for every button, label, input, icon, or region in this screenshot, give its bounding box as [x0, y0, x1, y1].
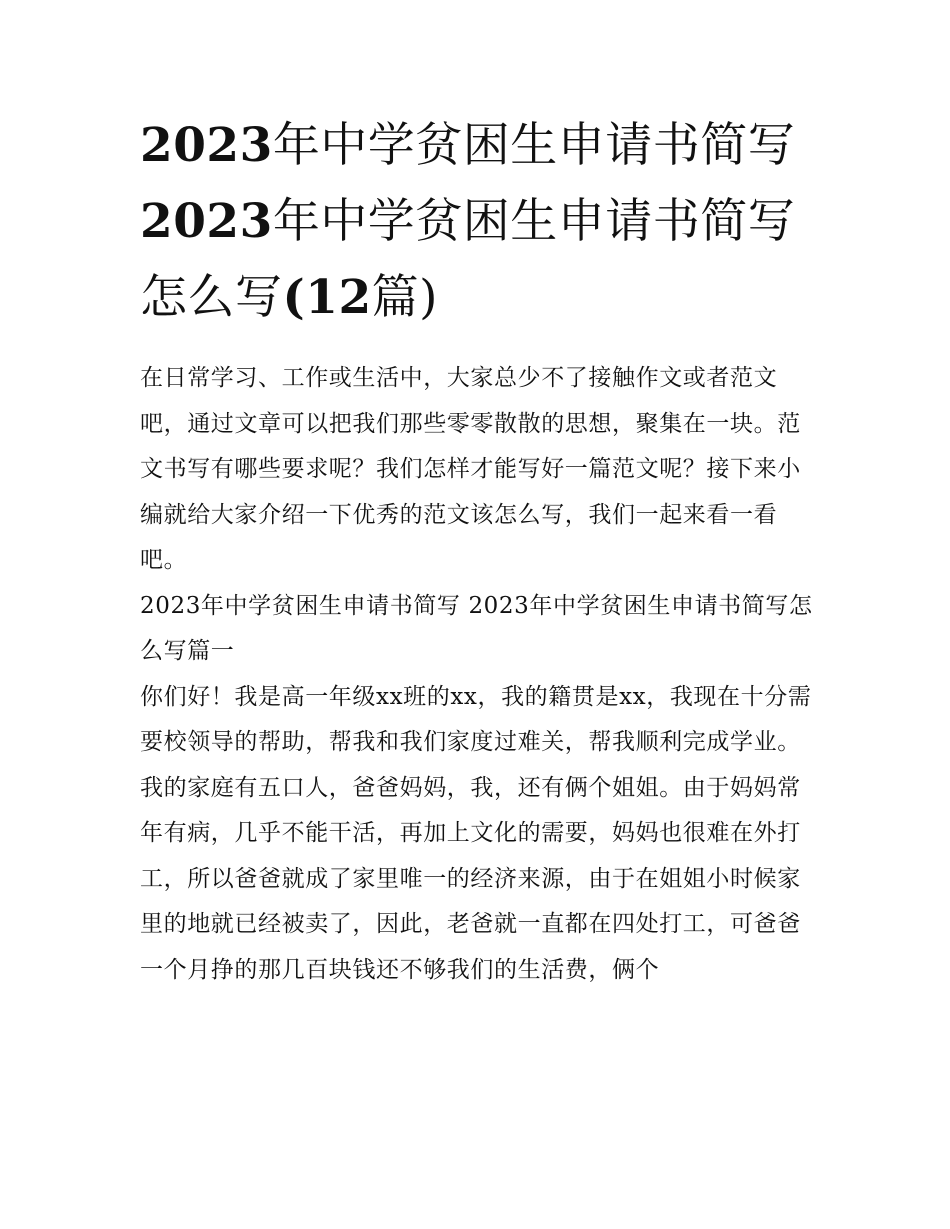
title-year-1: 2023 — [140, 118, 273, 173]
title-text-3: 怎么写 — [140, 270, 283, 325]
body-paragraph-1: 你们好！我是高一年级xx班的xx，我的籍贯是xx，我现在十分需要校领导的帮助，帮我和我们家度过难关，帮我顺利完成学业。 — [140, 683, 812, 755]
section-heading: 2023年中学贫困生申请书简写 2023年中学贫困生申请书简写怎么写篇一 — [140, 592, 813, 664]
title-count: (12 — [282, 270, 372, 325]
body-paragraph-2: 我的家庭有五口人，爸爸妈妈，我，还有俩个姐姐。由于妈妈常年有病，几乎不能干活，再加上文化的需要，妈妈也很难在外打工，所以爸爸就成了家里唯一的经济来源，由于在姐姐小时候家里的地就已经被卖了，因此，老爸就一直都在四处打工，可爸爸一个月挣的那几百块钱还不够我们的生活费，俩个 — [140, 774, 801, 983]
document-body — [140, 356, 820, 993]
title-year-2: 2023 — [140, 194, 273, 249]
document-title — [140, 108, 820, 336]
intro-paragraph: 在日常学习、工作或生活中，大家总少不了接触作文或者范文吧，通过文章可以把我们那些零零散散的思想，聚集在一块。范文书写有哪些要求呢？我们怎样才能写好一篇范文呢？接下来小编就给大家介绍一下优秀的范文该怎么写，我们一起来看一看吧。 — [140, 365, 801, 573]
title-text-2: 年中学贫困生申请书简写 — [272, 194, 796, 249]
title-text-1: 年中学贫困生申请书简写 — [272, 118, 796, 173]
title-tail: 篇) — [371, 270, 438, 325]
